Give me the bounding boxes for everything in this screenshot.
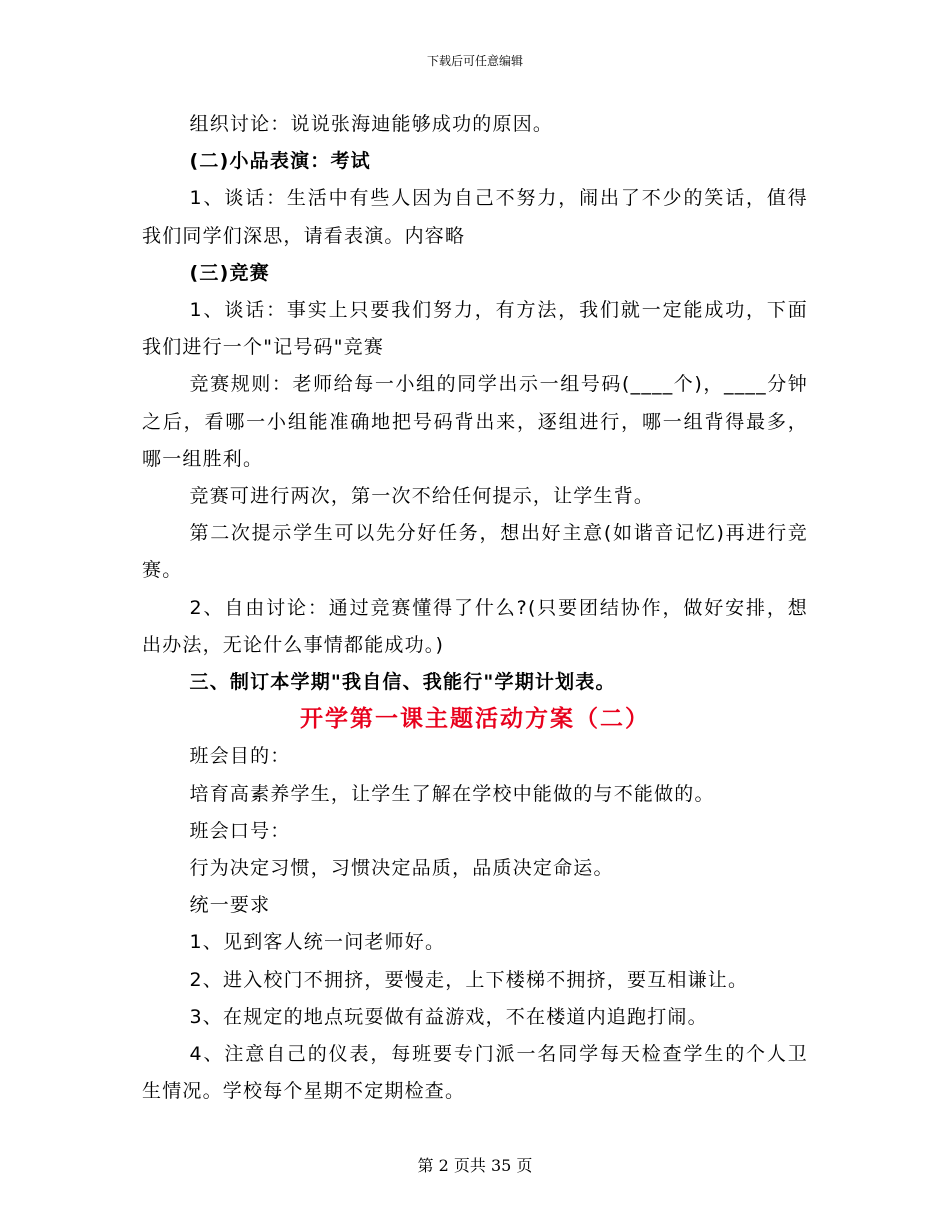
paragraph-contest-first: 竞赛可进行两次，第一次不给任何提示，让学生背。	[189, 485, 655, 508]
list-item-requirement-2: 2、进入校门不拥挤，要慢走，上下楼梯不拥挤，要互相谦让。	[189, 968, 749, 991]
paragraph-contest-rules: 竞赛规则：老师给每一小组的同学出示一组号码(____个)，____分钟之后，看哪一小组能准确地把号码背出来，逐组进行，哪一组背得最多，哪一组胜利。	[142, 373, 808, 470]
list-item-requirement-3: 3、在规定的地点玩耍做有益游戏，不在楼道内追跑打闹。	[189, 1005, 708, 1028]
list-item-requirement-4: 4、注意自己的仪表，每班要专门派一名同学每天检查学生的个人卫生情况。学校每个星期不定期检查。	[142, 1043, 808, 1103]
paragraph-contest-second: 第二次提示学生可以先分好任务，想出好主意(如谐音记忆)再进行竞赛。	[142, 522, 808, 582]
paragraph-slogan-label: 班会口号：	[189, 819, 291, 842]
paragraph-contest-talk: 1、谈话：事实上只要我们努力，有方法，我们就一定能成功，下面我们进行一个"记号码"竞赛	[142, 299, 808, 359]
document-body	[142, 106, 808, 1110]
paragraph-meeting-purpose-label: 班会目的：	[189, 745, 291, 768]
section-heading-contest: (三)竞赛	[189, 261, 270, 284]
page-header: 下载后可任意编辑	[426, 54, 523, 68]
paragraph-discussion: 组织讨论：说说张海迪能够成功的原因。	[189, 113, 554, 135]
list-item-requirement-1: 1、见到客人统一问老师好。	[189, 931, 446, 954]
paragraph-meeting-purpose: 培育高素养学生，让学生了解在学校中能做的与不能做的。	[189, 782, 715, 805]
paragraph-requirements-label: 统一要求	[189, 894, 271, 917]
paragraph-slogan: 行为决定习惯，习惯决定品质，品质决定命运。	[189, 857, 614, 880]
document-title: 开学第一课主题活动方案（二）	[300, 706, 650, 733]
page-footer: 第 2 页共 35 页	[417, 1156, 533, 1175]
paragraph-free-discussion: 2、自由讨论：通过竞赛懂得了什么?(只要团结协作，做好安排，想出办法，无论什么事情都能成功。)	[142, 596, 808, 656]
paragraph-skit-talk: 1、谈话：生活中有些人因为自己不努力，闹出了不少的笑话，值得我们同学们深思，请看表演。内容略	[142, 187, 808, 247]
section-heading-skit: (二)小品表演：考试	[189, 150, 371, 173]
section-heading-plan: 三、制订本学期"我自信、我能行"学期计划表。	[189, 671, 616, 694]
